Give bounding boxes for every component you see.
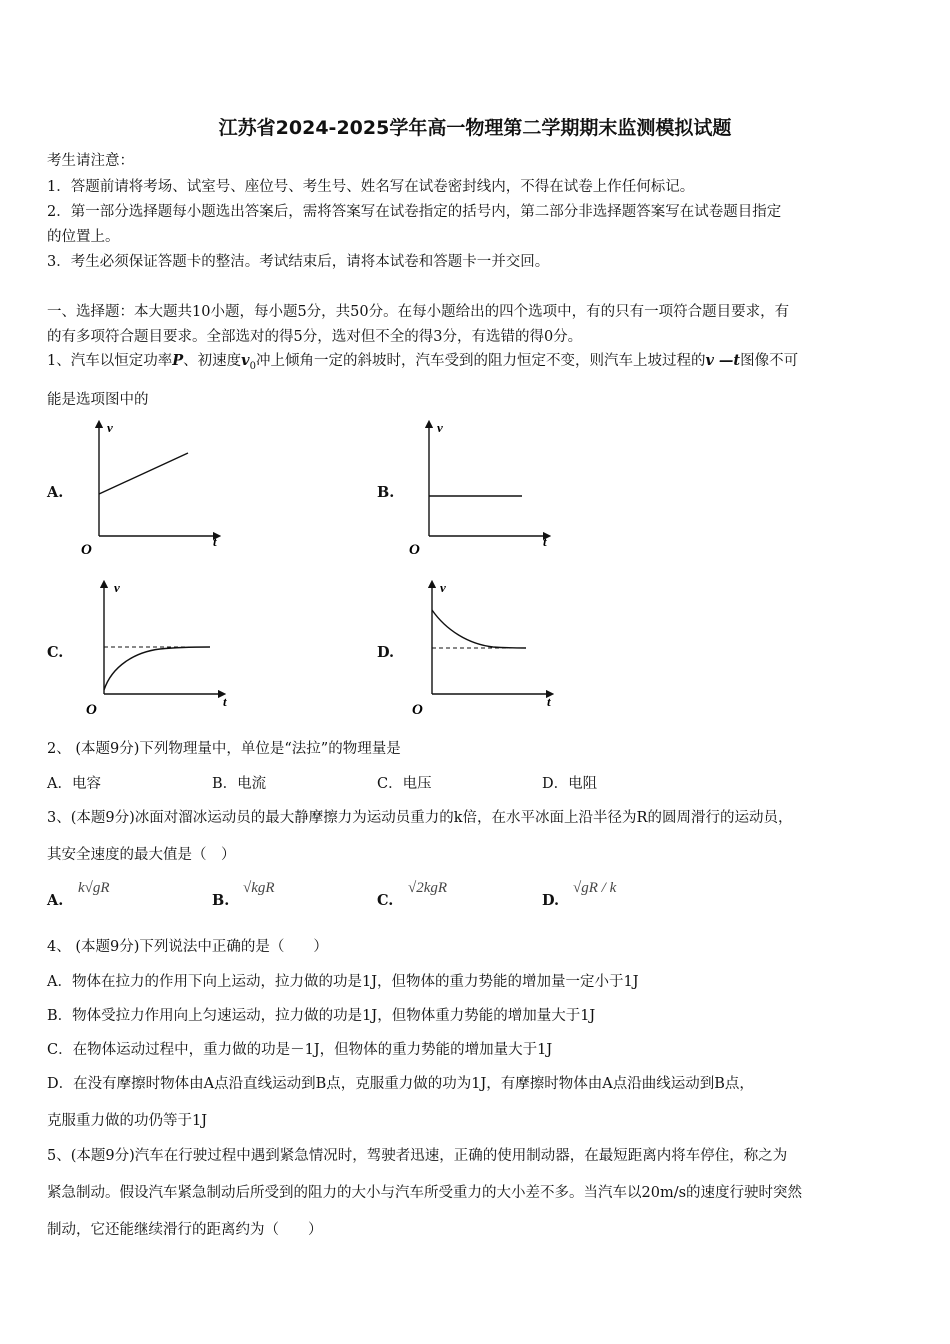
graph-d xyxy=(408,578,568,718)
notice-item: 的位置上。 xyxy=(47,229,120,245)
q1-text: 图像不可 xyxy=(740,353,799,369)
notice-item: 1．答题前请将考场、试室号、座位号、考生号、姓名写在试卷密封线内，不得在试卷上作任何标记。 xyxy=(47,179,695,195)
q2-stem: 2、 (本题9分)下列物理量中，单位是“法拉”的物理量是 xyxy=(47,741,401,757)
axis-label-t: t xyxy=(223,694,227,709)
q2-option-d: D．电阻 xyxy=(542,776,598,792)
axis-label-v: v xyxy=(114,580,120,595)
q2-option-c: C．电压 xyxy=(377,776,432,792)
q3-stem: 3、(本题9分)冰面对溜冰运动员的最大静摩擦力为运动员重力的k倍，在水平冰面上沿半径为R的圆周滑行的运动员， xyxy=(47,810,793,826)
symbol-p: P xyxy=(172,352,184,369)
graph-b xyxy=(405,418,565,558)
origin-label: O xyxy=(86,702,97,718)
q3-stem-cont: 其安全速度的最大值是（ ） xyxy=(47,847,236,863)
q4-option-d-cont: 克服重力做的功仍等于1J xyxy=(47,1113,208,1129)
option-d-label: D. xyxy=(377,644,395,661)
q3-option-d-label: D. xyxy=(542,892,560,909)
section-intro-cont: 的有多项符合题目要求。全部选对的得5分，选对但不全的得3分，有选错的得0分。 xyxy=(47,329,583,345)
q4-option-d: D．在没有摩擦时物体由A点沿直线运动到B点，克服重力做的功为1J，有摩擦时物体由A点沿曲线运动到B点， xyxy=(47,1076,754,1092)
q4-stem: 4、 (本题9分)下列说法中正确的是（ ） xyxy=(47,939,328,955)
q1-text: 1、汽车以恒定功率 xyxy=(47,353,173,369)
symbol-vt: v —t xyxy=(705,352,741,369)
axis-label-v: v xyxy=(437,420,443,435)
subscript-zero: 0 xyxy=(249,360,256,372)
q5-stem: 5、(本题9分)汽车在行驶过程中遇到紧急情况时，驾驶者迅速，正确的使用制动器，在最短距离内将车停住，称之为 xyxy=(47,1148,788,1164)
q5-stem-cont: 制动，它还能继续滑行的距离约为（ ） xyxy=(47,1222,323,1238)
curve-rising-line xyxy=(99,453,188,494)
curve-approaching-from-above xyxy=(432,610,526,648)
q3-option-b-label: B. xyxy=(212,892,230,909)
page-title: 江苏省2024-2025学年高一物理第二学期期末监测模拟试题 xyxy=(218,117,732,139)
graph-c xyxy=(80,578,240,718)
q3-option-a-label: A. xyxy=(47,892,64,909)
formula-c: √2kgR xyxy=(408,880,448,896)
axis-label-t: t xyxy=(547,694,551,709)
q4-option-c: C．在物体运动过程中，重力做的功是－1J，但物体的重力势能的增加量大于1J xyxy=(47,1042,553,1058)
q5-stem-cont: 紧急制动。假设汽车紧急制动后所受到的阻力的大小与汽车所受重力的大小差不多。当汽车以20m/s的速度行驶时突然 xyxy=(47,1185,803,1201)
option-c-label: C. xyxy=(47,644,64,661)
q2-option-b: B．电流 xyxy=(212,776,267,792)
q3-option-c-label: C. xyxy=(377,892,394,909)
origin-label: O xyxy=(81,542,92,558)
axis-label-v: v xyxy=(440,580,446,595)
option-b-label: B. xyxy=(377,484,395,501)
formula-b: √kgR xyxy=(243,880,275,896)
q1-stem-cont: 能是选项图中的 xyxy=(47,392,149,408)
graph-a xyxy=(75,418,235,558)
notice-item: 3．考生必须保证答题卡的整洁。考试结束后，请将本试卷和答题卡一并交回。 xyxy=(47,254,550,270)
q1-stem xyxy=(47,351,798,377)
q4-option-a: A．物体在拉力的作用下向上运动，拉力做的功是1J，但物体的重力势能的增加量一定小于1J xyxy=(47,974,639,990)
option-a-label: A. xyxy=(47,484,64,501)
section-intro: 一、选择题：本大题共10小题，每小题5分，共50分。在每小题给出的四个选项中，有的只有一项符合题目要求，有 xyxy=(47,304,790,320)
formula-a: k√gR xyxy=(78,880,110,896)
formula-d: √gR / k xyxy=(573,880,617,896)
origin-label: O xyxy=(412,702,423,718)
notice-heading: 考生请注意： xyxy=(47,153,134,169)
axis-label-t: t xyxy=(213,534,217,549)
q1-text: 冲上倾角一定的斜坡时，汽车受到的阻力恒定不变，则汽车上坡过程的 xyxy=(255,353,706,369)
q4-option-b: B．物体受拉力作用向上匀速运动，拉力做的功是1J，但物体重力势能的增加量大于1J xyxy=(47,1008,596,1024)
origin-label: O xyxy=(409,542,420,558)
q2-option-a: A．电容 xyxy=(47,776,101,792)
axis-label-v: v xyxy=(107,420,113,435)
notice-item: 2．第一部分选择题每小题选出答案后，需将答案写在试卷指定的括号内，第二部分非选择题答案写在试卷题目指定 xyxy=(47,204,782,220)
curve-approaching-from-below xyxy=(104,647,210,690)
symbol-v: v xyxy=(241,352,250,369)
q1-text: 、初速度 xyxy=(183,353,242,369)
axis-label-t: t xyxy=(543,534,547,549)
